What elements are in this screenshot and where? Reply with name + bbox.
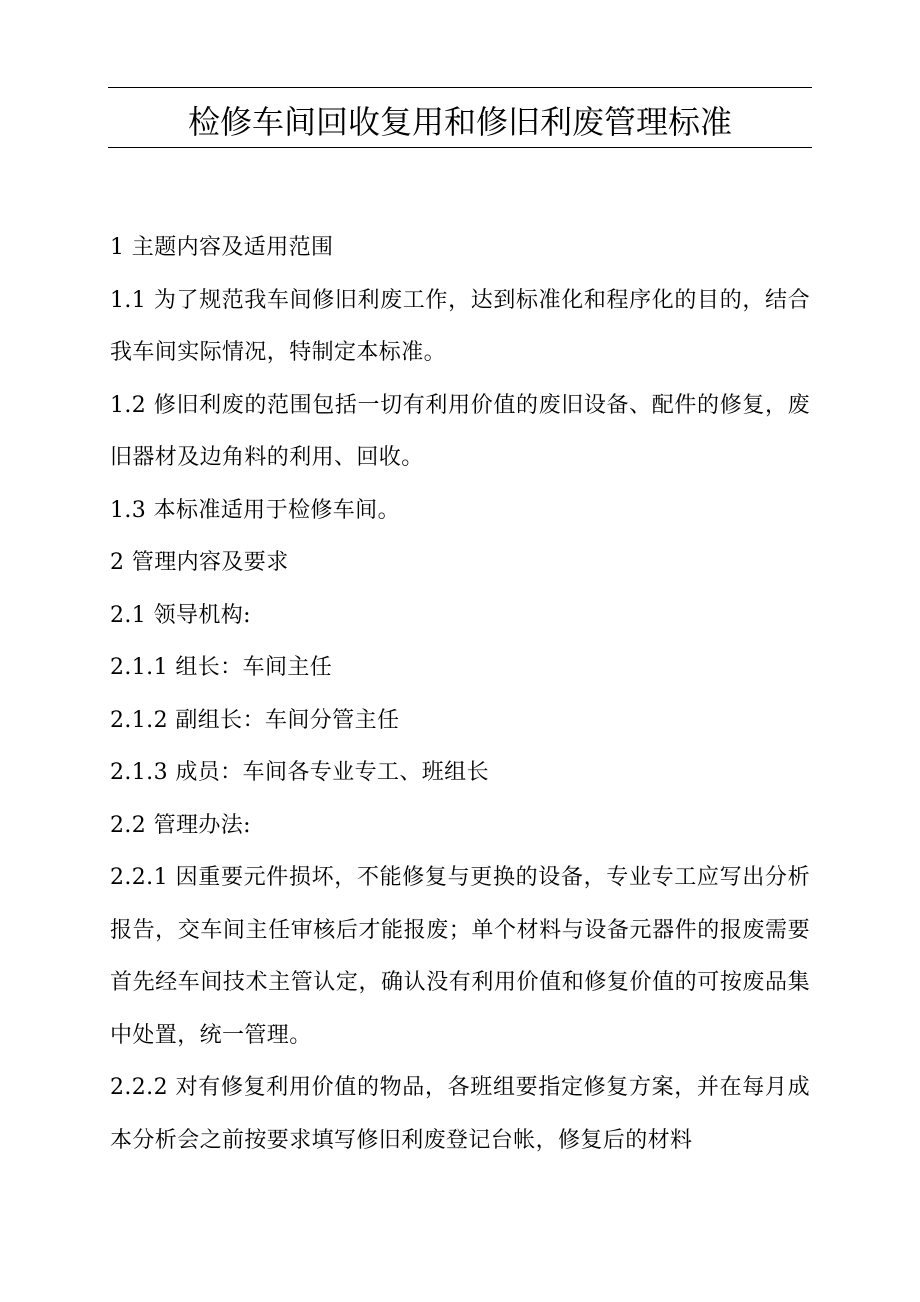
title-top-rule — [108, 87, 812, 88]
paragraph-2-2-2: 2.2.2 对有修复利用价值的物品，各班组要指定修复方案，并在每月成本分析会之前按要求填写修旧利废登记台帐，修复后的材料 — [110, 1075, 810, 1153]
paragraph-1-3: 1.3 本标准适用于检修车间。 — [110, 497, 400, 523]
paragraph-2-1-2: 2.1.2 副组长：车间分管主任 — [110, 707, 400, 733]
document-body — [110, 222, 810, 1167]
title-bottom-rule — [108, 147, 812, 148]
paragraph-2-2-1: 2.2.1 因重要元件损坏，不能修复与更换的设备，专业专工应写出分析报告，交车间主任审核后才能报废；单个材料与设备元器件的报废需要首先经车间技术主管认定，确认没有利用价值和修复价值的可按废品集中处置，统一管理。 — [110, 865, 810, 1048]
paragraph-1-2: 1.2 修旧利废的范围包括一切有利用价值的废旧设备、配件的修复，废旧器材及边角料的利用、回收。 — [110, 392, 810, 470]
paragraph-2-1: 2.1 领导机构: — [110, 602, 251, 628]
paragraph-2-1-1: 2.1.1 组长：车间主任 — [110, 655, 333, 680]
paragraph-1-1: 1.1 为了规范我车间修旧利废工作，达到标准化和程序化的目的，结合我车间实际情况，特制定本标准。 — [110, 287, 810, 365]
paragraph-2-2: 2.2 管理办法: — [110, 812, 251, 838]
paragraph-2-1-3: 2.1.3 成员：车间各专业专工、班组长 — [110, 760, 489, 785]
section-heading-1: 1 主题内容及适用范围 — [110, 235, 334, 260]
document-title: 检修车间回收复用和修旧利废管理标准 — [187, 103, 732, 141]
section-heading-2: 2 管理内容及要求 — [110, 550, 289, 575]
